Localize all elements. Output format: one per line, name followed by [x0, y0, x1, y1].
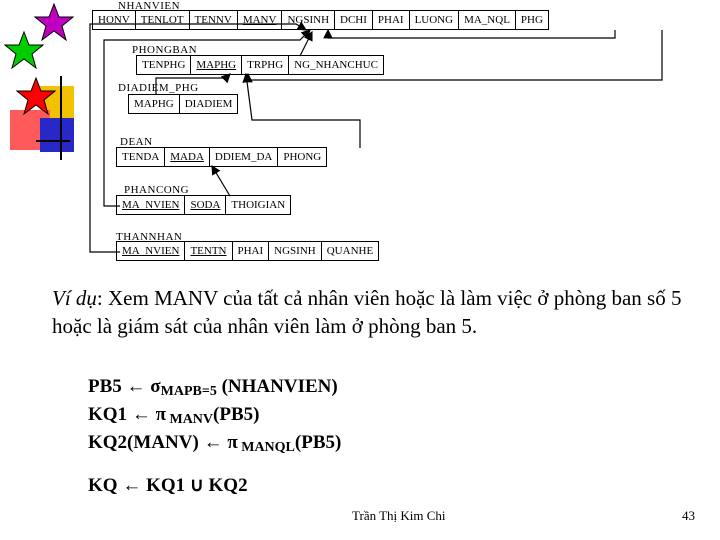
table-name: DEAN [120, 136, 153, 148]
table-column-cell: MANV [238, 11, 283, 29]
table-column-cell: DIADIEM [184, 98, 233, 110]
table-name: PHANCONG [124, 184, 190, 196]
table-column-cell: TENNV [190, 11, 238, 29]
table-column-cell: MAPHG [129, 95, 180, 113]
table-column-cell: DDIEM_DA [210, 148, 278, 166]
example-text: : Xem MANV của tất cả nhân viên hoặc là làm việc ở phòng ban số 5 hoặc là giám sát của nhân viên làm ở phòng ban 5. [52, 286, 682, 338]
table-name: NHANVIEN [118, 0, 181, 12]
table-column-cell: TENLOT [136, 11, 190, 29]
table-column-cell: MA_NQL [459, 11, 516, 29]
formula-line: KQ1 ← π $_{MANV}$(PB5) [88, 404, 260, 427]
table-column-cell: SODA [185, 196, 226, 214]
table-column-cell: MA_NVIEN [117, 196, 185, 214]
table-column-cell: QUANHE [326, 245, 374, 257]
table-column-cell: PHONG [283, 151, 322, 163]
table-column-cell: HONV [93, 11, 136, 29]
table-column-cell: TENDA [117, 148, 165, 166]
table-name: PHONGBAN [132, 44, 198, 56]
formula-line: KQ ← KQ1 ∪ KQ2 [88, 475, 248, 496]
table-column-cell: PHAI [373, 11, 410, 29]
page-number: 43 [682, 508, 695, 523]
table-column-cell: TRPHG [242, 56, 289, 74]
table-column-cell: PHG [520, 14, 543, 26]
table-column-cell: PHAI [233, 242, 270, 260]
table-column-cell: NGSINH [269, 242, 322, 260]
table-column-cell: MAPHG [191, 56, 242, 74]
table-column-cell: NGSINH [282, 11, 335, 29]
table-name: THANNHAN [116, 231, 183, 243]
table-column-cell: DCHI [335, 11, 373, 29]
table-column-cell: TENPHG [137, 56, 191, 74]
example-label: Ví dụ [52, 286, 97, 310]
table-name: DIADIEM_PHG [118, 82, 199, 94]
example-paragraph [52, 284, 702, 340]
table-column-cell: TENTN [185, 242, 232, 260]
footer-author: Trần Thị Kim Chi [352, 508, 446, 523]
table-column-cell: THOIGIAN [231, 199, 286, 211]
formula-line: PB5 ← $\sigma_{MAPB=5}$ (NHANVIEN) [88, 376, 338, 399]
table-column-cell: NG_NHANCHUC [294, 59, 378, 71]
table-column-cell: MADA [165, 148, 210, 166]
table-column-cell: LUONG [410, 11, 460, 29]
formula-line: KQ2(MANV) ← π $_{MANQL}$(PB5) [88, 432, 342, 455]
table-column-cell: MA_NVIEN [117, 242, 185, 260]
